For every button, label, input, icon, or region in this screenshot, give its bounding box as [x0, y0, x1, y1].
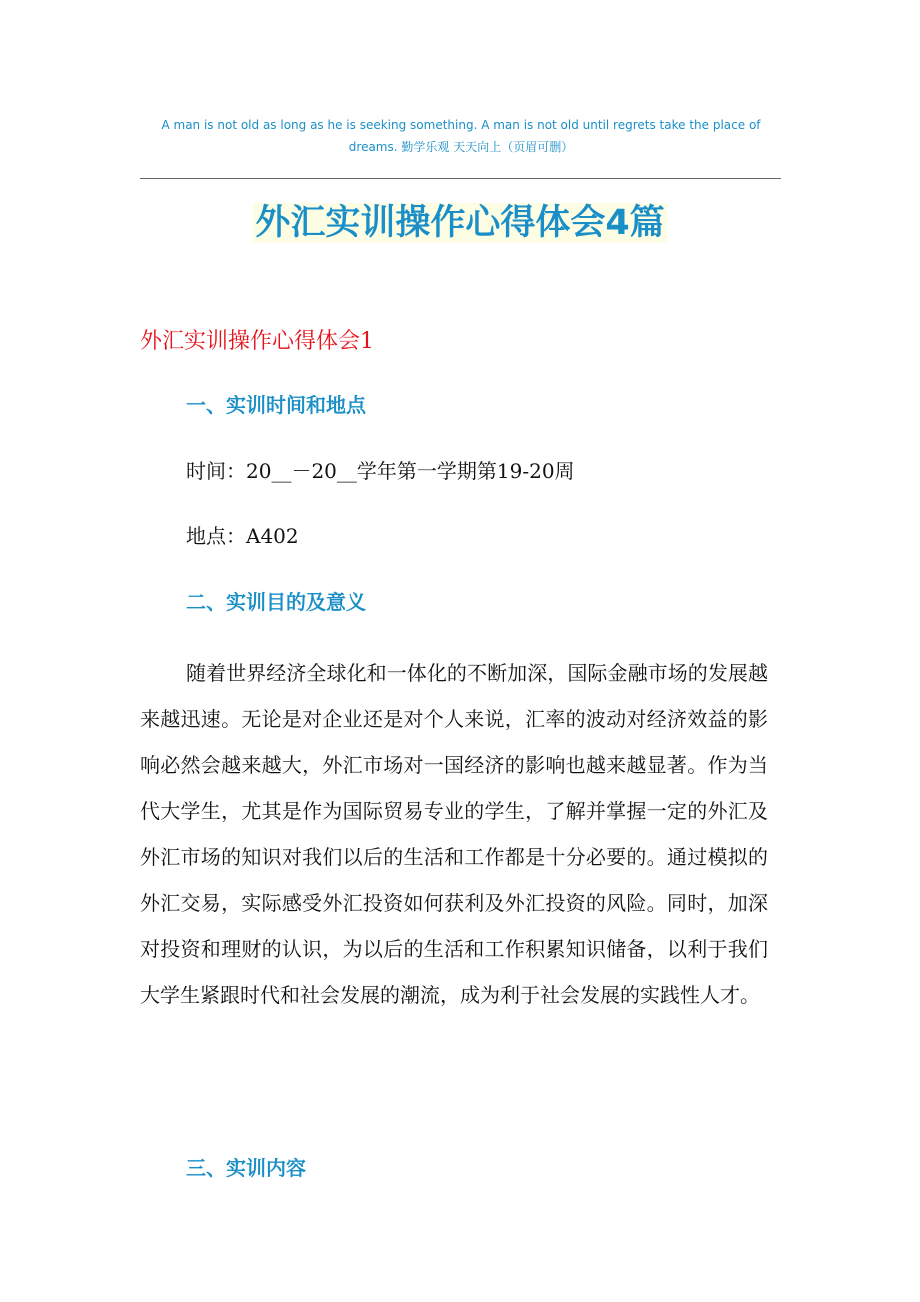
- subheading-purpose: 二、实训目的及意义: [186, 590, 366, 614]
- section-title: 外汇实训操作心得体会1: [140, 329, 374, 354]
- document-title-text: 外汇实训操作心得体会4篇: [255, 203, 665, 243]
- document-title: [0, 193, 920, 253]
- body-paragraph: 随着世界经济全球化和一体化的不断加深，国际金融市场的发展越来越迅速。无论是对企业还是对个人来说，汇率的波动对经济效益的影响必然会越来越大，外汇市场对一国经济的影响也越来越显著。作为当代大学生，尤其是作为国际贸易专业的学生，了解并掌握一定的外汇及外汇市场的知识对我们以后的生活和工作都是十分必要的。通过模拟的外汇交易，实际感受外汇投资如何获利及外汇投资的风险。同时，加深对投资和理财的认识，为以后的生活和工作积累知识储备，以利于我们大学生紧跟时代和社会发展的潮流，成为利于社会发展的实践性人才。: [140, 661, 768, 1007]
- subheading-content: 三、实训内容: [186, 1156, 306, 1180]
- time-line: 时间：20__－20__学年第一学期第19-20周: [186, 459, 575, 483]
- header-motto: A man is not old as long as he is seeking something. A man is not old until regrets take the place of dreams. 勤学乐观 天天向上（页眉可删）: [161, 118, 761, 154]
- header-divider: [140, 178, 781, 179]
- place-line: 地点：A402: [186, 524, 299, 548]
- subheading-time-place: 一、实训时间和地点: [186, 393, 366, 417]
